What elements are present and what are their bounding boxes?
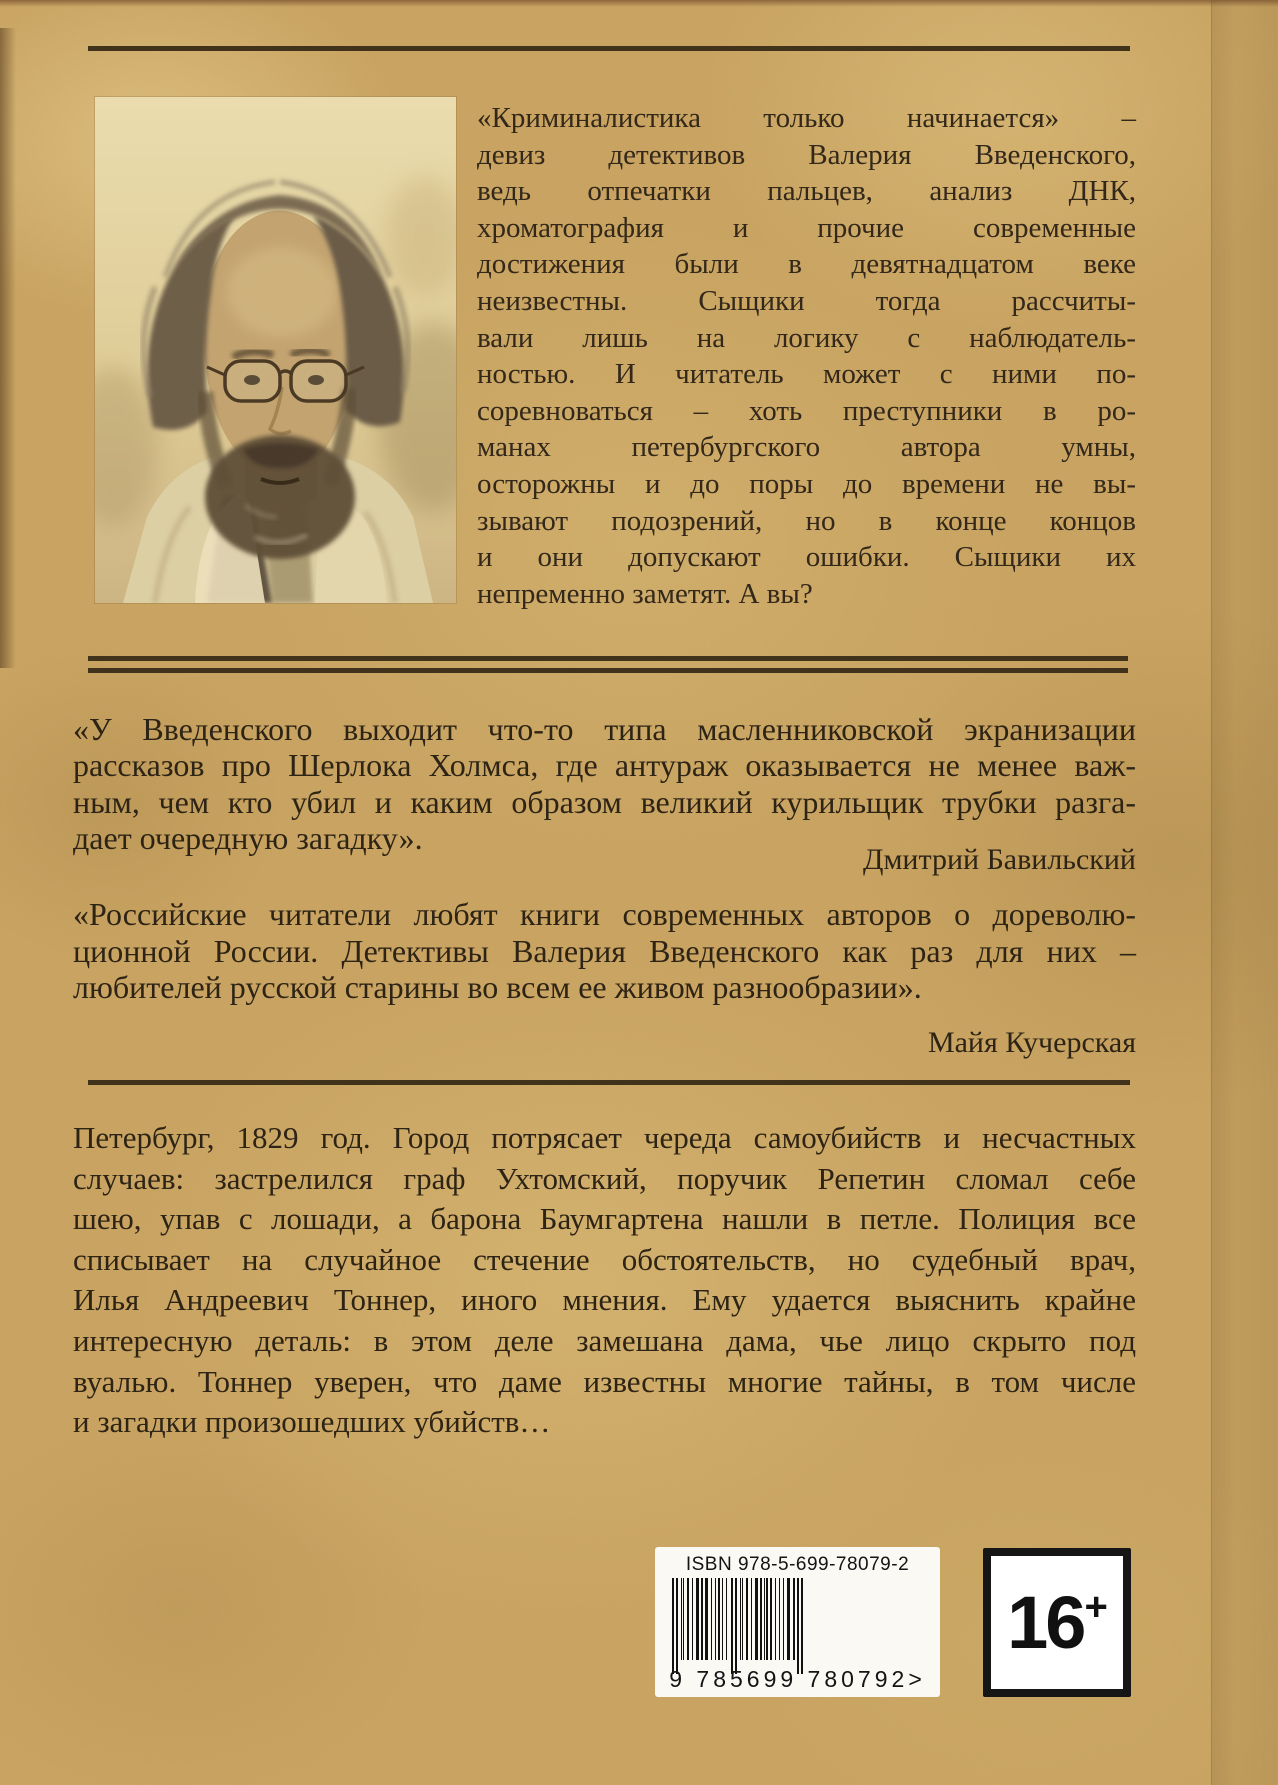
cover-top-edge-shadow: [0, 0, 1278, 7]
barcode-digit-string: 9 785699 780792: [669, 1666, 909, 1692]
text-line: любителей русской старины во всем ее живом разнообразии».: [73, 969, 922, 1006]
text-line: «У Введенского выходит что-то типа масленниковской экранизации: [73, 711, 1136, 747]
text-line: «Криминалистика только начинается» –: [477, 102, 1136, 134]
annotation-paragraph: [477, 100, 1136, 612]
top-rule: [88, 46, 1130, 51]
review-quote-2: [73, 896, 1136, 1006]
text-line: и они допускают ошибки. Сыщики их: [477, 541, 1136, 574]
age-rating-number: 16: [1007, 1581, 1084, 1664]
isbn-barcode-block: [655, 1547, 940, 1697]
text-line: ционной России. Детективы Валерия Введенского как раз для них –: [73, 932, 1136, 969]
text-line: зывают подозрений, но в конце концов: [477, 504, 1136, 537]
text-line: вали лишь на логику с наблюдатель-: [477, 321, 1136, 354]
text-line: ведь отпечатки пальцев, анализ ДНК,: [477, 175, 1136, 208]
text-line: вуалью. Тоннер уверен, что даме известны многие тайны, в том числе: [73, 1363, 1136, 1399]
text-line: рассказов про Шерлока Холмса, где антураж оказывается не менее важ-: [73, 747, 1136, 784]
text-line: дает очередную загадку».: [73, 819, 423, 856]
text-line: ностью. И читатель может с ними по-: [477, 358, 1136, 391]
text-line: списывает на случайное стечение обстоятельств, но судебный врач,: [73, 1241, 1136, 1277]
text-line: ным, чем кто убил и каким образом великий курильщик трубки разга-: [73, 783, 1136, 820]
text-line: Илья Андреевич Тоннер, иного мнения. Ему удается выяснить крайне: [73, 1282, 1136, 1318]
barcode-bars: [670, 1578, 925, 1674]
review-quote-1: [73, 711, 1136, 856]
single-rule-divider: [88, 1080, 1130, 1085]
review-quote-1-attribution: Дмитрий Бавильский: [862, 843, 1136, 876]
isbn-label: ISBN 978-5-699-78079-2: [685, 1554, 910, 1575]
text-line: интересную деталь: в этом деле замешана дама, чье лицо скрыто под: [73, 1322, 1136, 1358]
review-quote-2-attribution: Майя Кучерская: [927, 1026, 1136, 1059]
age-rating-badge: [983, 1548, 1131, 1697]
text-line: непременно заметят. А вы?: [477, 577, 813, 610]
text-line: манах петербургского автора умны,: [477, 431, 1136, 464]
text-line: соревноваться – хоть преступники в ро-: [477, 394, 1136, 427]
text-line: случаев: застрелился граф Ухтомский, поручик Репетин сломал себе: [73, 1160, 1136, 1196]
age-rating-plus: +: [1084, 1585, 1108, 1629]
double-rule-divider: [88, 656, 1128, 673]
cover-right-edge-texture: [1211, 0, 1278, 1785]
author-portrait-photo: [95, 97, 456, 603]
author-portrait-illustration: [95, 97, 456, 603]
text-line: девиз детективов Валерия Введенского,: [477, 138, 1136, 171]
text-line: неизвестны. Сыщики тогда рассчиты-: [477, 284, 1136, 317]
text-line: хроматография и прочие современные: [477, 211, 1136, 244]
cover-left-edge-shadow: [0, 28, 16, 668]
text-line: Петербург, 1829 год. Город потрясает череда самоубийств и несчастных: [73, 1120, 1136, 1155]
barcode-suffix: >: [908, 1666, 926, 1692]
text-line: «Российские читатели любят книги современных авторов о дореволю-: [73, 896, 1136, 932]
text-line: и загадки произошедших убийств…: [73, 1404, 551, 1440]
text-line: шею, упав с лошади, а барона Баумгартена нашли в петле. Полиция все: [73, 1201, 1136, 1237]
text-line: достижения были в девятнадцатом веке: [477, 248, 1136, 281]
barcode-digits: [655, 1666, 940, 1693]
text-line: осторожны и до поры до времени не вы-: [477, 467, 1136, 500]
synopsis-paragraph: [73, 1118, 1136, 1443]
